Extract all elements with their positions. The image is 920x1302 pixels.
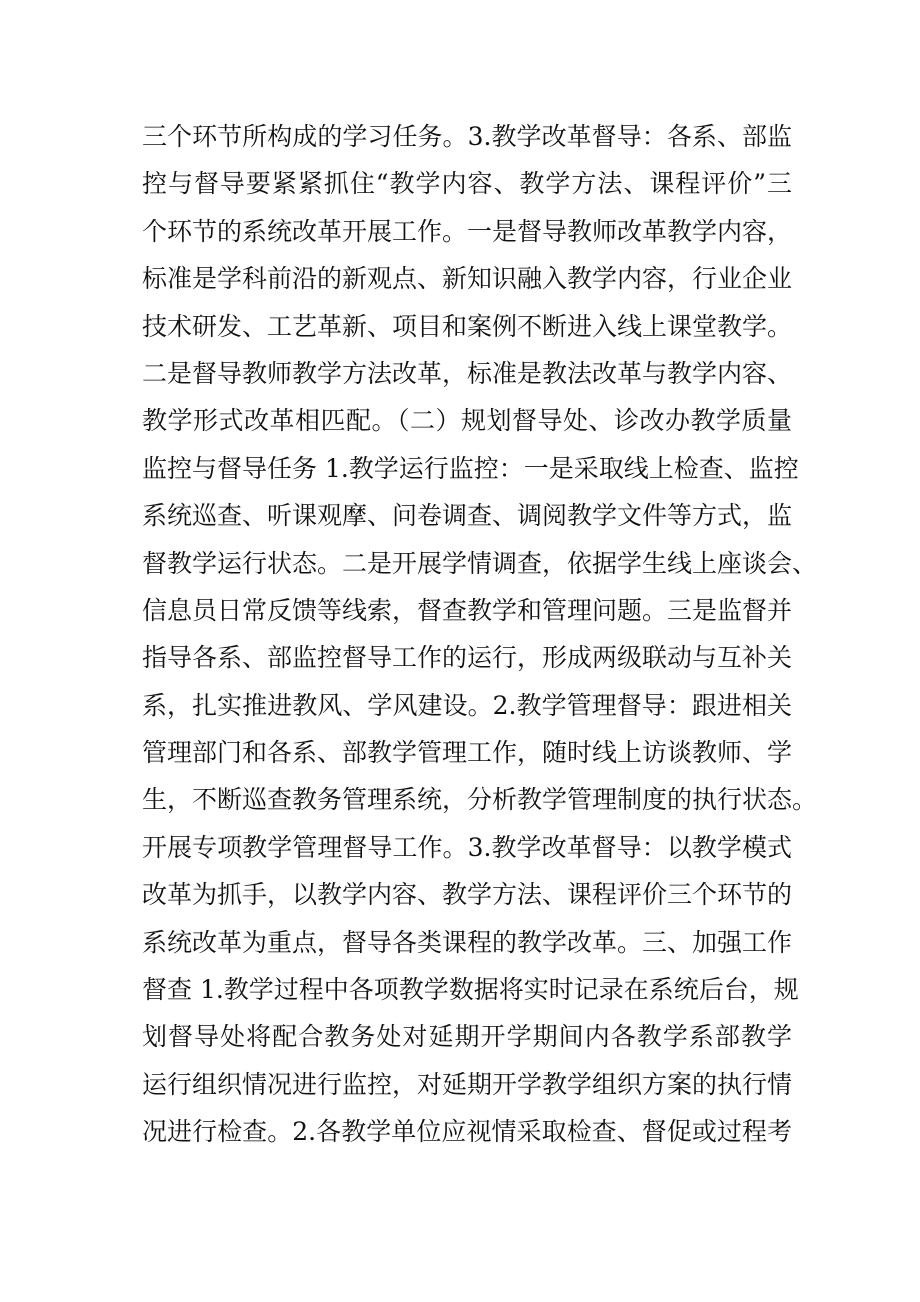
body-text-line: 划督导处将配合教务处对延期开学期间内各教学系部教学 bbox=[142, 1022, 792, 1052]
body-text-line: 监控与督导任务 1.教学运行监控：一是采取线上检查、监控 bbox=[142, 453, 799, 483]
body-text-line: 管理部门和各系、部教学管理工作，随时线上访谈教师、学 bbox=[142, 738, 793, 768]
body-text-line: 教学形式改革相匹配。（二）规划督导处、诊改办教学质量 bbox=[142, 406, 792, 436]
body-text-line: 开展专项教学管理督导工作。3.教学改革督导：以教学模式 bbox=[142, 832, 792, 862]
body-text-line: 系统巡查、听课观摩、问卷调查、调阅教学文件等方式，监 bbox=[142, 501, 793, 531]
body-text-line: 技术研发、工艺革新、项目和案例不断进入线上课堂教学。 bbox=[142, 311, 793, 341]
document-body bbox=[142, 113, 818, 1156]
body-text-line: 个环节的系统改革开展工作。一是督导教师改革教学内容， bbox=[142, 216, 793, 246]
body-text-line: 改革为抓手，以教学内容、教学方法、课程评价三个环节的 bbox=[142, 880, 793, 910]
body-text-line: 督查 1.教学过程中各项教学数据将实时记录在系统后台，规 bbox=[142, 975, 799, 1005]
body-text-line: 况进行检查。2.各教学单位应视情采取检查、督促或过程考 bbox=[142, 1117, 792, 1147]
body-text-line: 系统改革为重点，督导各类课程的教学改革。三、加强工作 bbox=[142, 927, 793, 957]
body-text-line: 指导各系、部监控督导工作的运行，形成两级联动与互补关 bbox=[142, 643, 793, 673]
body-text-line: 运行组织情况进行监控，对延期开学教学组织方案的执行情 bbox=[142, 1069, 793, 1099]
body-text-line: 三个环节所构成的学习任务。3.教学改革督导：各系、部监 bbox=[142, 122, 792, 151]
body-text-line: 系，扎实推进教风、学风建设。2.教学管理督导：跟进相关 bbox=[142, 690, 792, 720]
body-text-line: 标准是学科前沿的新观点、新知识融入教学内容，行业企业 bbox=[142, 264, 793, 294]
body-text-line: 二是督导教师教学方法改革，标准是教法改革与教学内容、 bbox=[142, 358, 793, 388]
body-text-line: 信息员日常反馈等线索，督查教学和管理问题。三是监督并 bbox=[142, 595, 793, 625]
body-text-line: 生，不断巡查教务管理系统，分析教学管理制度的执行状态。 bbox=[142, 785, 818, 815]
body-text-line: 控与督导要紧紧抓住“教学内容、教学方法、课程评价”三 bbox=[142, 169, 792, 199]
body-text-line: 督教学运行状态。二是开展学情调查，依据学生线上座谈会、 bbox=[142, 548, 818, 578]
